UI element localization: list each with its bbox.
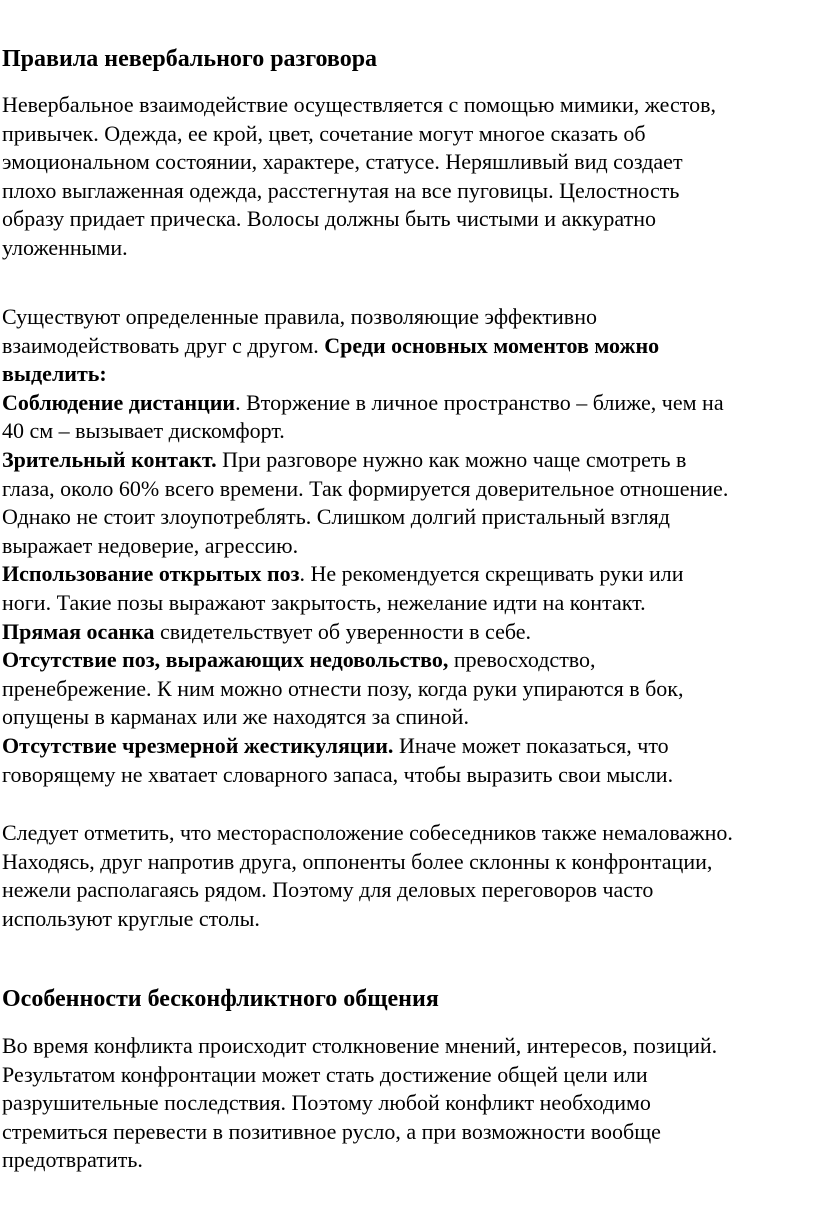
rule-title-posture: Прямая осанка xyxy=(2,618,155,644)
paragraph-rules-list xyxy=(2,303,814,789)
text-line: разрушительные последствия. Поэтому любой конфликт необходимо xyxy=(2,1090,651,1116)
text-line: привычек. Одежда, ее крой, цвет, сочетание могут многое сказать об xyxy=(2,120,646,146)
text-span: свидетельствует об уверенности в себе. xyxy=(154,618,532,644)
bold-text: выделить: xyxy=(2,361,107,387)
paragraph-nonverbal-intro xyxy=(2,91,814,263)
text-span: . Вторжение в личное пространство – ближе, чем на xyxy=(235,389,724,415)
text-span: превосходство, xyxy=(448,647,596,673)
text-span: Иначе может показаться, что xyxy=(393,732,669,758)
text-line: говорящему не хватает словарного запаса, чтобы выразить свои мысли. xyxy=(2,761,674,787)
text-line: стремиться перевести в позитивное русло, а при возможности вообще xyxy=(2,1118,661,1144)
text-line: используют круглые столы. xyxy=(2,905,260,931)
text-line: Находясь, друг напротив друга, оппоненты более склонны к конфронтации, xyxy=(2,848,713,874)
rule-no-displeasure xyxy=(2,646,814,675)
text-line: Во время конфликта происходит столкновение мнений, интересов, позиций. xyxy=(2,1033,718,1058)
text-line: выражает недоверие, агрессию. xyxy=(2,532,299,558)
rule-open-poses xyxy=(2,560,814,589)
text-line: образу придает прическа. Волосы должны быть чистыми и аккуратно xyxy=(2,206,656,232)
rule-eye-contact xyxy=(2,446,814,475)
text-line xyxy=(2,360,814,389)
text-span: взаимодействовать друг с другом. xyxy=(2,332,325,358)
rule-title-distance: Соблюдение дистанции xyxy=(2,389,236,415)
text-line: Результатом конфронтации может стать достижение общей цели или xyxy=(2,1061,648,1087)
paragraph-location xyxy=(2,819,814,933)
text-span: При разговоре нужно как можно чаще смотреть в xyxy=(216,446,687,472)
text-line: глаза, около 60% всего времени. Так формируется доверительное отношение. xyxy=(2,475,729,501)
text-line: ноги. Такие позы выражают закрытость, нежелание идти на контакт. xyxy=(2,589,646,615)
rule-distance xyxy=(2,389,814,418)
bold-text: Среди основных моментов можно xyxy=(324,332,660,358)
rule-title-open-poses: Использование открытых поз xyxy=(2,561,300,587)
text-line: предотвратить. xyxy=(2,1147,143,1173)
text-line: эмоциональном состоянии, характере, статусе. Неряшливый вид создает xyxy=(2,149,683,175)
rule-posture xyxy=(2,618,814,647)
text-span: . Не рекомендуется скрещивать руки или xyxy=(299,561,684,587)
text-line: уложенными. xyxy=(2,234,128,260)
text-line: Следует отметить, что месторасположение собеседников также немаловажно. xyxy=(2,820,733,845)
rule-gestures xyxy=(2,732,814,761)
text-line: пренебрежение. К ним можно отнести позу, когда руки упираются в бок, xyxy=(2,675,684,701)
text-line: Невербальное взаимодействие осуществляется с помощью мимики, жестов, xyxy=(2,92,716,117)
text-line: опущены в карманах или же находятся за спиной. xyxy=(2,704,469,730)
rule-title-no-displeasure: Отсутствие поз, выражающих недовольство, xyxy=(2,647,449,673)
text-line: Однако не стоит злоупотреблять. Слишком долгий пристальный взгляд xyxy=(2,504,670,530)
text-line: Существуют определенные правила, позволяющие эффективно xyxy=(2,304,597,329)
rule-title-eye-contact: Зрительный контакт. xyxy=(2,446,217,472)
text-line: нежели располагаясь рядом. Поэтому для деловых переговоров часто xyxy=(2,877,654,903)
text-line: 40 см – вызывает дискомфорт. xyxy=(2,418,285,444)
heading-nonverbal-rules: Правила невербального разговора xyxy=(2,46,378,72)
rule-title-gestures: Отсутствие чрезмерной жестикуляции. xyxy=(2,732,394,758)
text-line xyxy=(2,332,814,361)
paragraph-conflict xyxy=(2,1032,814,1175)
text-line: плохо выглаженная одежда, расстегнутая на все пуговицы. Целостность xyxy=(2,177,680,203)
heading-conflict-free: Особенности бесконфликтного общения xyxy=(2,986,439,1012)
